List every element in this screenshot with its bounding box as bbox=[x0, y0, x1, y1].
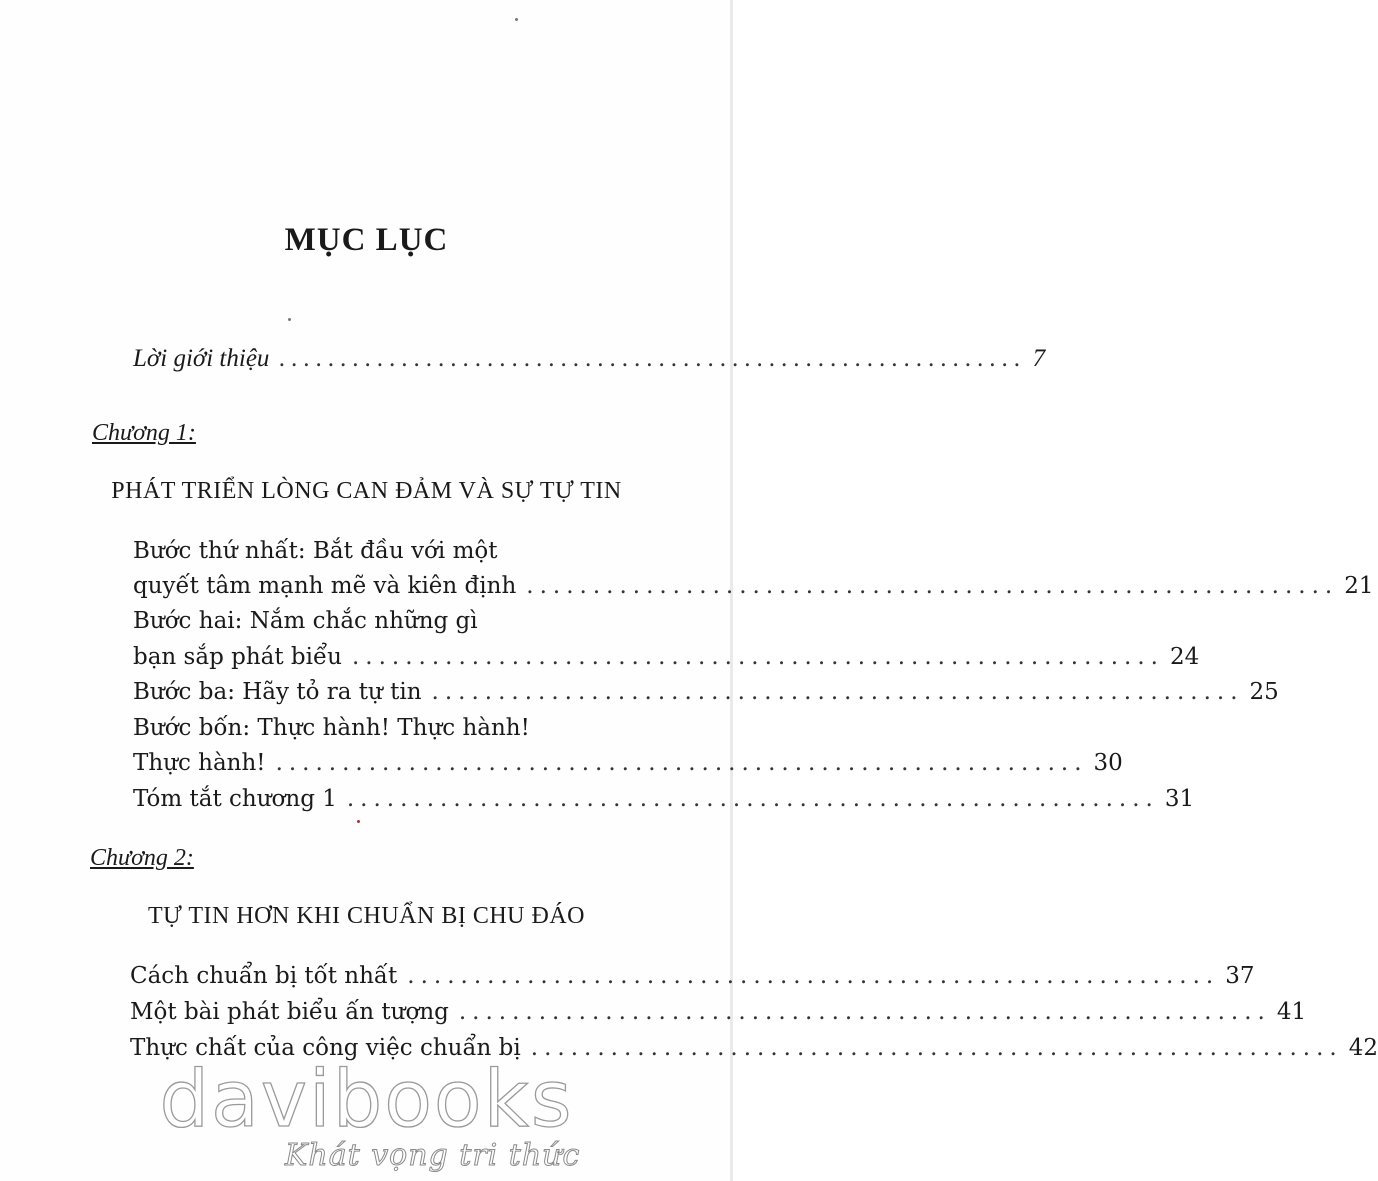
chapter-title: TỰ TIN HƠN KHI CHUẨN BỊ CHU ĐÁO bbox=[148, 903, 585, 929]
chapter-label: Chương 2: bbox=[90, 845, 194, 871]
dot-leader: ............................................................. bbox=[346, 786, 1159, 812]
toc-entry bbox=[133, 573, 1374, 599]
toc-entry-line: Bước bốn: Thực hành! Thực hành! bbox=[133, 715, 530, 741]
toc-entry bbox=[133, 750, 1123, 776]
dot-leader: ............................................................. bbox=[431, 679, 1244, 705]
toc-entry-label: Lời giới thiệu bbox=[133, 345, 270, 372]
toc-entry-label: bạn sắp phát biểu bbox=[133, 644, 342, 670]
toc-entry-intro bbox=[133, 345, 1046, 373]
toc-page-number: 31 bbox=[1164, 786, 1195, 812]
toc-entry-line: Bước thứ nhất: Bắt đầu với một bbox=[133, 538, 498, 564]
toc-entry-label: Thực chất của công việc chuẩn bị bbox=[130, 1035, 521, 1061]
toc-page-number: 21 bbox=[1344, 573, 1374, 599]
toc-entry-label: Một bài phát biểu ấn tượng bbox=[130, 999, 449, 1025]
watermark-brand: davibooks bbox=[159, 1055, 574, 1145]
toc-entry-label: Tóm tắt chương 1 bbox=[133, 786, 337, 812]
toc-entry bbox=[133, 644, 1200, 670]
page-title: MỤC LỤC bbox=[284, 222, 449, 258]
toc-page-number: 42 bbox=[1348, 1035, 1378, 1061]
chapter-title: PHÁT TRIỂN LÒNG CAN ĐẢM VÀ SỰ TỰ TIN bbox=[111, 478, 622, 504]
chapter-label: Chương 1: bbox=[92, 420, 196, 446]
toc-page-number: 7 bbox=[1032, 345, 1046, 372]
toc-page-number: 24 bbox=[1169, 644, 1200, 670]
toc-page-number: 30 bbox=[1093, 750, 1123, 776]
scan-speck bbox=[288, 318, 291, 321]
dot-leader: ............................................................. bbox=[275, 750, 1088, 776]
scan-speck bbox=[357, 820, 360, 823]
toc-entry bbox=[130, 963, 1255, 989]
dot-leader: ............................................................. bbox=[526, 573, 1339, 599]
dot-leader: ............................................................. bbox=[530, 1035, 1343, 1061]
toc-entry bbox=[133, 679, 1279, 705]
toc-entry-label: Thực hành! bbox=[133, 750, 266, 776]
toc-entry-line: Bước hai: Nắm chắc những gì bbox=[133, 608, 478, 634]
dot-leader: ............................................................. bbox=[279, 345, 1027, 372]
dot-leader: ............................................................. bbox=[351, 644, 1164, 670]
toc-entry-label: quyết tâm mạnh mẽ và kiên định bbox=[133, 573, 517, 599]
toc-page-number: 25 bbox=[1249, 679, 1279, 705]
toc-entry bbox=[133, 786, 1195, 812]
toc-entry-label: Bước ba: Hãy tỏ ra tự tin bbox=[133, 679, 422, 705]
toc-page-number: 41 bbox=[1276, 999, 1307, 1025]
toc-entry bbox=[130, 999, 1307, 1025]
scan-speck bbox=[515, 18, 518, 21]
watermark-tagline: Khát vọng tri thức bbox=[285, 1138, 581, 1173]
toc-entry-label: Cách chuẩn bị tốt nhất bbox=[130, 963, 398, 989]
dot-leader: ............................................................. bbox=[407, 963, 1220, 989]
toc-page-number: 37 bbox=[1225, 963, 1255, 989]
dot-leader: ............................................................. bbox=[458, 999, 1271, 1025]
